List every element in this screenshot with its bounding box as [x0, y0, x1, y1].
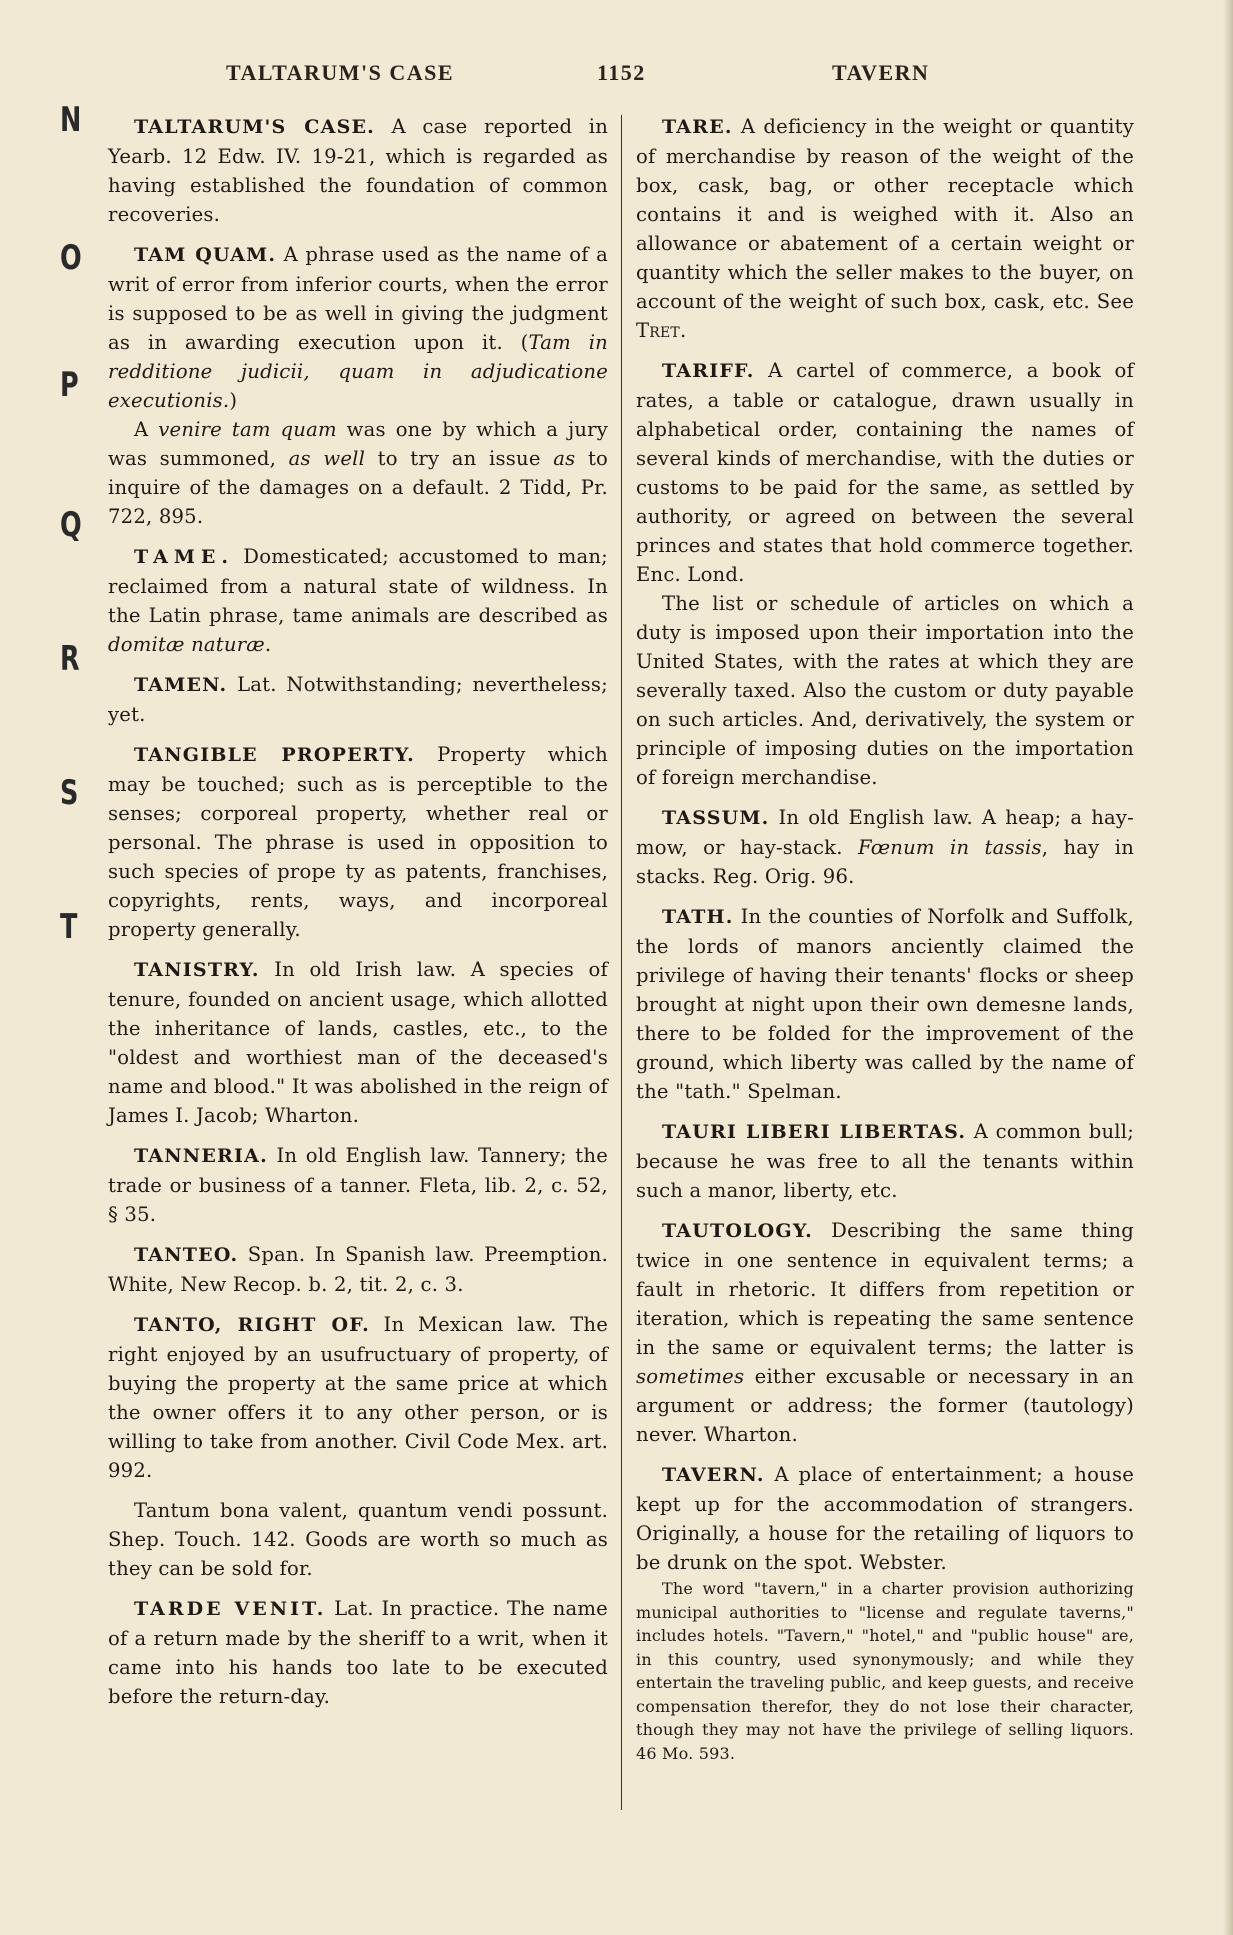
text: either excusable or necessary in an argument or address; the former (tautology) never. Wharton. [636, 1365, 1134, 1446]
text: was one by which a jury was summoned, [108, 418, 609, 470]
headword: TATH. [662, 906, 734, 928]
thumb-letter-q: Q [60, 505, 82, 545]
definition: A deficiency in the weight or quantity of merchandise by reason of the weight of the box, cask, bag, or other receptacle which contains it and is weighed with it. Also an allowance or abatement of a certain weight or quantity which the seller makes to the buyer, on account of the weight of such box, cask, etc. See [636, 115, 1134, 313]
latin-phrase: Tam in redditione judicii, quam in adjudicatione executionis. [108, 331, 608, 412]
definition: Lat. In practice. The name of a return made by the sheriff to a writ, when it came into his hands too late to be executed before the return-day. [108, 1597, 608, 1708]
definition: In Mexican law. The right enjoyed by an usufructuary of property, of buying the property at the same price at which the owner offers it to any other person, or is willing to take from another. Civil Code Mex. art. 992. [108, 1313, 608, 1482]
headword: TALTARUM'S CASE. [134, 116, 375, 138]
definition: Domesticated; accustomed to man; reclaimed from a natural state of wildness. In the Latin phrase, tame animals are described as [108, 545, 608, 627]
text: , hay in stacks. Reg. Orig. 96. [636, 836, 1135, 888]
headword: TARDE VENIT. [134, 1598, 327, 1620]
headword: TANTO, RIGHT OF. [134, 1314, 370, 1336]
italic-text: as well [288, 447, 366, 470]
entry-taltarums-case [108, 112, 608, 229]
headword: TARIFF. [662, 360, 755, 382]
thumb-letter-o: O [60, 238, 82, 278]
running-head-right: TAVERN [832, 60, 930, 85]
thumb-letter-p: P [60, 365, 79, 405]
page-edge-shadow [1223, 0, 1233, 1935]
headword: TAVERN. [662, 1464, 765, 1486]
definition: Span. In Spanish law. Preemption. White, New Recop. b. 2, tit. 2, c. 3. [108, 1243, 608, 1296]
entry-tantum-maxim [108, 1496, 608, 1583]
headword: TANGIBLE PROPERTY. [134, 744, 415, 766]
thumb-index [60, 100, 90, 960]
thumb-letter-t: T [60, 907, 78, 947]
thumb-letter-r: R [60, 639, 80, 679]
headword: TANNERIA. [134, 1145, 268, 1167]
entry-tassum [636, 803, 1134, 891]
entry-tautology [636, 1216, 1134, 1449]
entry-tanneria [108, 1141, 608, 1229]
headword: TANISTRY. [134, 959, 260, 981]
text: to inquire of the damages on a default. 2 Tidd, Pr. 722, 895. [108, 447, 609, 528]
entry-tavern [636, 1460, 1134, 1765]
entry-tame [108, 542, 608, 659]
sub-paragraph: The list or schedule of articles on which a duty is imposed upon their importation into the United States, with the rates at which they are severally taxed. Also the custom or duty payable on such articles. And, derivatively, the system or principle of imposing duties on the importation of foreign merchandise. [636, 592, 1134, 789]
running-head [0, 60, 1233, 90]
headword: TAURI LIBERI LIBERTAS. [662, 1121, 967, 1143]
headword: TARE. [662, 116, 733, 138]
page-number: 1152 [597, 60, 646, 85]
definition: A case reported in Yearb. 12 Edw. IV. 19-21, which is regarded as having established the foundation of common recoveries. [108, 115, 609, 226]
headword: TANTEO. [134, 1244, 239, 1266]
definition: In the counties of Norfolk and Suffolk, the lords of manors anciently claimed the privilege of having their tenants' flocks or sheep brought at night upon their own demesne lands, there to be folded for the improvement of the ground, which liberty was called by the name of the "tath." Spelman. [636, 905, 1134, 1103]
right-column [636, 112, 1134, 1765]
annotation-note: The word "tavern," in a charter provision authorizing municipal authorities to "license and regulate taverns," includes hotels. "Tavern," "hotel," and "public house" are, in this country, used synonymously; and while they entertain the traveling public, and keep guests, and receive compensation therefor, they do not lose their character, though they may not have the privilege of selling liquors. 46 Mo. 593. [636, 1579, 1134, 1763]
italic-text: as [553, 447, 576, 470]
text: A [134, 418, 159, 441]
italic-text: domitæ naturæ [108, 633, 265, 656]
entry-tanistry [108, 955, 608, 1130]
entry-tath [636, 902, 1134, 1106]
italic-text: venire tam quam [158, 418, 337, 441]
cross-reference: Tret [636, 319, 680, 342]
definition: A phrase used as the name of a writ of error from inferior courts, when the error is supposed to be as well in giving the judgment as in awarding execution upon it. ( [108, 243, 608, 354]
definition: A place of entertainment; a house kept up for the accommodation of strangers. Originally, a house for the retailing of liquors to be drunk on the spot. Webster. [636, 1463, 1134, 1574]
entry-tarde-venit [108, 1594, 608, 1711]
definition: A cartel of commerce, a book of rates, a table or catalogue, drawn usually in alphabetical order, containing the names of several kinds of merchandise, with the duties or customs to be paid for the same, as settled by authority, or agreed on between the several princes and states that hold commerce together. Enc. Lond. [636, 359, 1134, 586]
definition: Tantum bona valent, quantum vendi possunt. Shep. Touch. 142. Goods are worth so much as they can be sold for. [108, 1499, 608, 1580]
definition: Lat. Notwithstanding; nevertheless; yet. [108, 673, 608, 726]
definition: Describing the same thing twice in one sentence in equivalent terms; a fault in rhetoric. It differs from repetition or iteration, which is repeating the same sentence in the same or equivalent terms; the latter is [636, 1219, 1134, 1359]
text: . [264, 633, 272, 656]
headword: TAME. [134, 546, 234, 568]
entry-tanteo [108, 1240, 608, 1299]
text: . [679, 319, 687, 342]
italic-text: Fœnum in tassis [857, 836, 1042, 859]
definition: A common bull; because he was free to all the tenants within such a manor, liberty, etc. [636, 1120, 1134, 1202]
headword: TASSUM. [662, 807, 770, 829]
entry-tariff [636, 356, 1134, 792]
definition: In old English law. Tannery; the trade or business of a tanner. Fleta, lib. 2, c. 52, § 35. [108, 1144, 608, 1226]
italic-text: sometimes [636, 1365, 745, 1388]
paren-close: ) [229, 389, 238, 412]
entry-tanto-right-of [108, 1310, 608, 1485]
entry-tauri-liberi-libertas [636, 1117, 1134, 1205]
definition: Property which may be touched; such as is perceptible to the senses; corporeal property, whether real or personal. The phrase is used in opposition to such species of prope ty as patents, franchises, copyrights, rents, ways, and incorporeal property generally. [108, 743, 608, 941]
entry-tam-quam [108, 240, 608, 531]
column-divider [621, 115, 622, 1810]
thumb-letter-n: N [60, 100, 82, 140]
entry-tare [636, 112, 1134, 345]
headword: TAUTOLOGY. [662, 1220, 813, 1242]
entry-tamen [108, 670, 608, 729]
running-head-left: TALTARUM'S CASE [226, 60, 455, 85]
left-column [108, 112, 608, 1722]
definition: In old Irish law. A species of tenure, founded on ancient usage, which allotted the inheritance of lands, castles, etc., to the "oldest and worthiest man of the deceased's name and blood." It was abolished in the reign of James I. Jacob; Wharton. [108, 958, 608, 1127]
headword: TAMEN. [134, 674, 228, 696]
text: to try an issue [365, 447, 554, 470]
thumb-letter-s: S [60, 773, 79, 813]
headword: TAM QUAM. [134, 244, 277, 266]
entry-tangible-property [108, 740, 608, 944]
sub-paragraph [108, 415, 608, 531]
definition: In old English law. A heap; a hay-mow, or hay-stack. [636, 806, 1134, 859]
